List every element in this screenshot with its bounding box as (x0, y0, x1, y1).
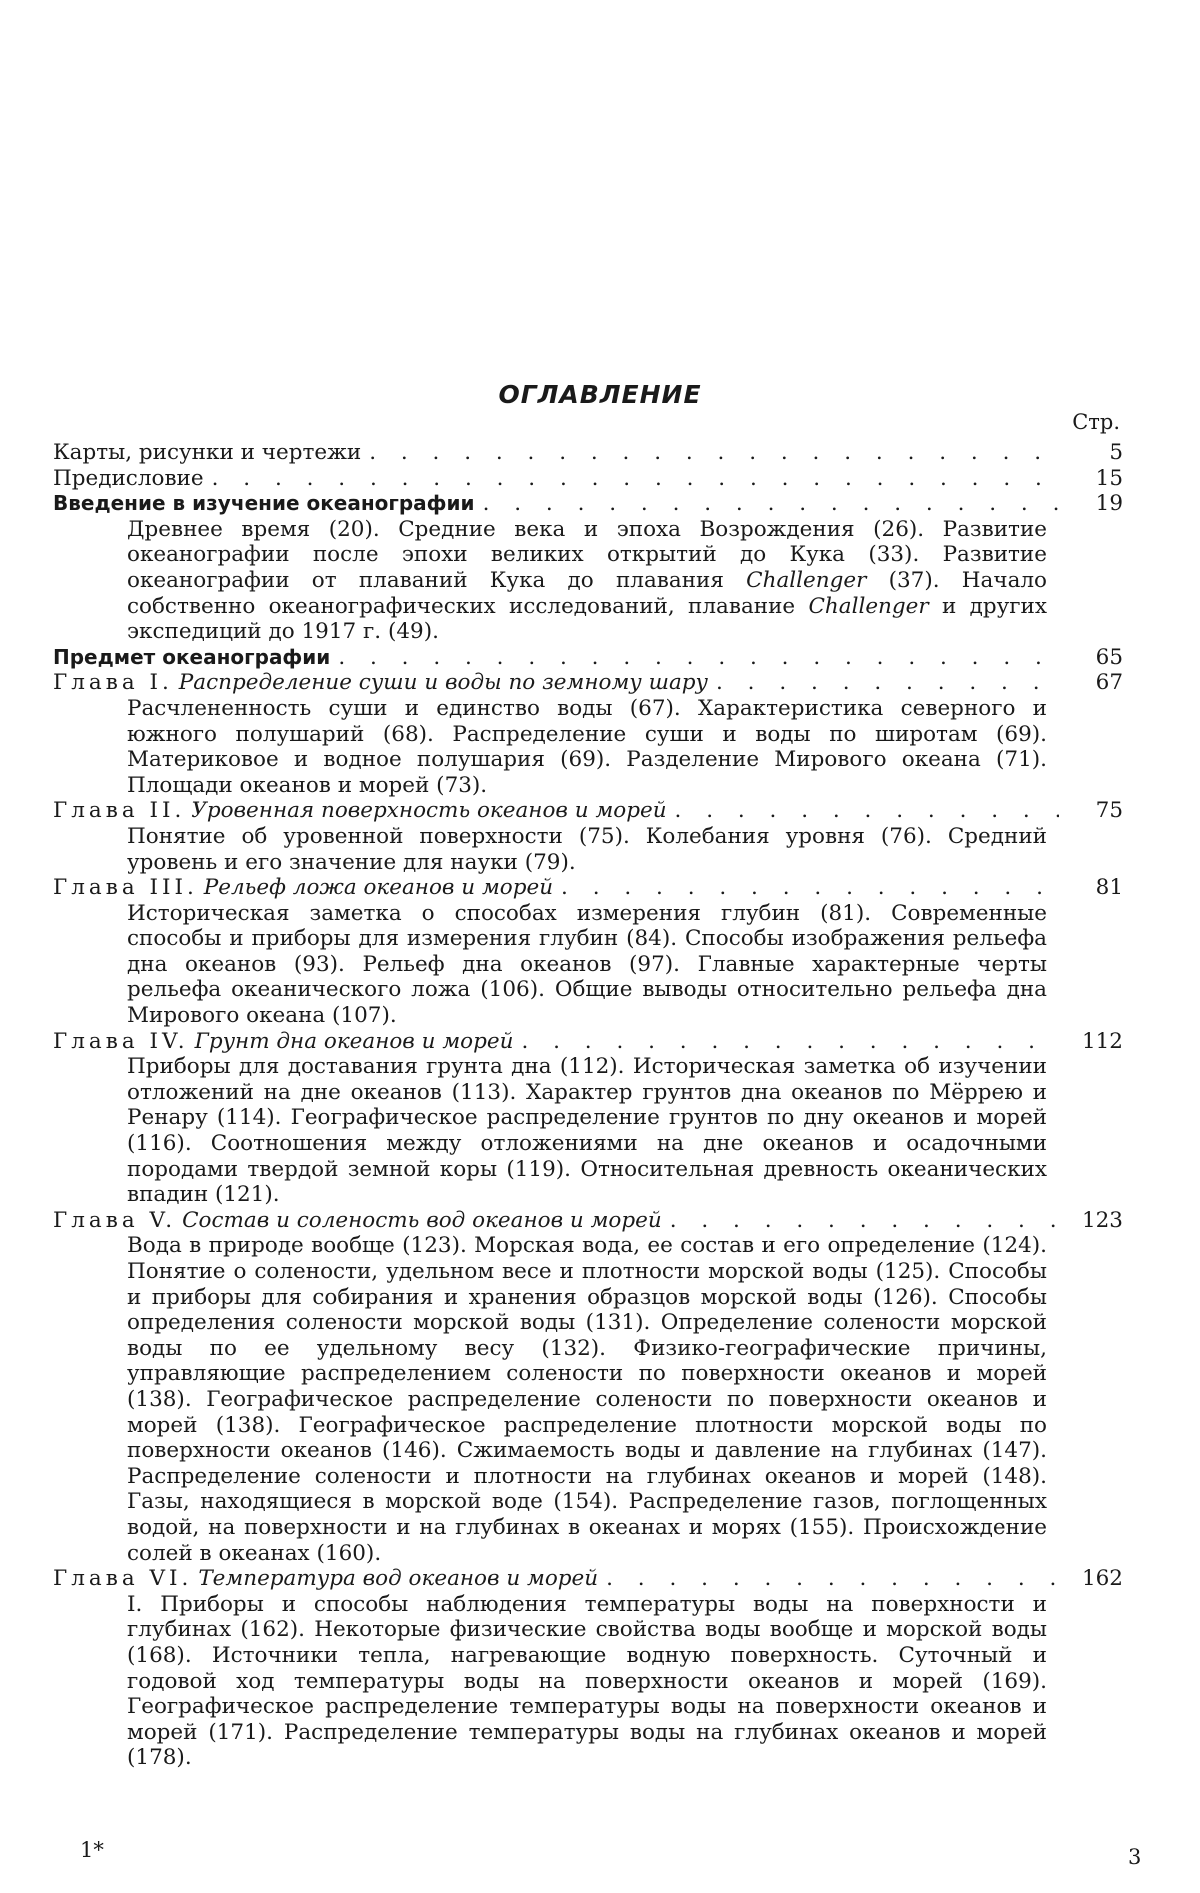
leader-dots (716, 670, 1059, 696)
leader-dots (212, 466, 1059, 492)
toc-entry-page: 5 (1109, 440, 1123, 465)
toc-line[interactable] (53, 798, 1123, 824)
toc-entry-description: Понятие об уровенной поверхности (75). Колебания уровня (76). Средний уровень и его значение для науки (79). (127, 823, 1047, 875)
leader-dots (561, 875, 1059, 901)
chapter-title: Грунт дна океанов и морей (194, 1028, 514, 1054)
toc-entry-subject (53, 645, 1123, 671)
leader-dots (369, 440, 1059, 466)
toc-entry-page: 65 (1095, 644, 1123, 670)
toc-chapter-6 (53, 1566, 1123, 1771)
toc-chapter-1 (53, 670, 1123, 798)
table-of-contents (53, 440, 1123, 1771)
chapter-title: Уровенная поверхность океанов и морей (191, 798, 667, 824)
chapter-title: Распределение суши и воды по земному шару (178, 670, 709, 696)
toc-entry-description: I. Приборы и способы наблюдения температуры воды на поверхности и глубинах (162). Некоторые физические свойства воды вообще и морской воды (168). Источники тепла, нагревающие водную поверхность. Суточный и годовой ход температуры воды на поверхности океанов и морей (169). Географическое распределение температуры воды на поверхности океанов и морей (171). Распределение температуры воды на глубинах океанов и морей (178). (127, 1591, 1047, 1771)
toc-entry-label: Предисловие (53, 465, 204, 491)
toc-chapter-4 (53, 1029, 1123, 1208)
toc-line[interactable] (53, 1029, 1123, 1055)
toc-entry-page: 81 (1095, 875, 1123, 901)
toc-entry-page: 15 (1095, 465, 1123, 491)
toc-line[interactable] (53, 875, 1123, 901)
leader-dots (338, 645, 1059, 671)
toc-chapter-3 (53, 875, 1123, 1029)
toc-entry-description (127, 517, 1047, 645)
toc-entry-page: 19 (1095, 491, 1123, 517)
desc-text: Древнее время (20). Средние века и эпоха Возрождения (26). Развитие океанографии после эпохи великих открытий до Кука (33). Развитие океанографии от плаваний Кука до плавания (127, 516, 1047, 593)
toc-line[interactable] (53, 440, 1123, 466)
toc-entry-description: Расчлененность суши и единство воды (67). Характеристика северного и южного полушарий (68). Распределение суши и воды по широтам (69). Материковое и водное полушария (69). Разделение Мирового океана (71). Площади океанов и морей (73). (127, 695, 1047, 798)
toc-entry-label: Карты, рисунки и чертежи (53, 440, 362, 465)
desc-text: (37). Начало собственно океанографических исследований, плавание (127, 567, 1047, 619)
ship-name: Challenger (746, 567, 867, 593)
toc-line[interactable] (53, 466, 1123, 492)
toc-entry-description: Приборы для доставания грунта дна (112). Историческая заметка об изучении отложений на дне океанов (113). Характер грунтов дна океанов по Мёррею и Ренару (114). Географическое распределение грунтов по дну океанов и морей (116). Соотношения между отложениями на дне океанов и осадочными породами твердой земной коры (119). Относительная древность океанических впадин (121). (127, 1054, 1047, 1208)
chapter-number: Глава III. (53, 875, 198, 901)
toc-line[interactable] (53, 491, 1123, 517)
toc-chapter-2 (53, 798, 1123, 875)
page-number: 3 (1128, 1845, 1142, 1869)
page-column-label: Стр. (1072, 410, 1120, 434)
chapter-title: Состав и соленость вод океанов и морей (182, 1207, 662, 1233)
toc-line[interactable] (53, 645, 1123, 671)
toc-chapter-5 (53, 1208, 1123, 1566)
ship-name: Challenger (808, 593, 929, 619)
leader-dots (670, 1208, 1059, 1234)
toc-entry-page: 67 (1095, 670, 1123, 696)
signature-mark: 1* (80, 1838, 104, 1862)
toc-entry-preface (53, 466, 1123, 492)
toc-entry-page: 123 (1081, 1207, 1123, 1233)
toc-line[interactable] (53, 670, 1123, 696)
chapter-number: Глава I. (53, 670, 173, 696)
toc-entry-page: 112 (1081, 1028, 1123, 1054)
toc-entry-page: 162 (1081, 1566, 1123, 1592)
page-title: ОГЛАВЛЕНИЕ (498, 380, 702, 409)
leader-dots (675, 798, 1059, 824)
chapter-number: Глава IV. (53, 1028, 189, 1054)
toc-entry-label: Предмет океанографии (53, 644, 331, 669)
desc-text: и других экспедиций до 1917 г. (49). (127, 593, 1047, 645)
leader-dots (606, 1566, 1059, 1592)
chapter-number: Глава V. (53, 1207, 177, 1233)
toc-entry-maps (53, 440, 1123, 466)
chapter-number: Глава II. (53, 798, 186, 824)
chapter-title: Температура вод океанов и морей (198, 1566, 599, 1592)
toc-entry-page: 75 (1095, 798, 1123, 824)
toc-entry-label: Введение в изучение океанографии (53, 491, 475, 516)
leader-dots (521, 1029, 1059, 1055)
chapter-number: Глава VI. (53, 1566, 193, 1592)
leader-dots (483, 491, 1059, 517)
toc-entry-introduction (53, 491, 1123, 645)
toc-line[interactable] (53, 1566, 1123, 1592)
toc-entry-description: Вода в природе вообще (123). Морская вода, ее состав и его определение (124). Понятие о солености, удельном весе и плотности морской воды (125). Способы и приборы для собирания и хранения образцов морской воды (126). Способы определения солености морской воды (131). Определение солености морской воды по ее удельному весу (132). Физико-географические причины, управляющие распределением солености по поверхности океанов и морей (138). Географическое распределение солености по поверхности океанов и морей (138). Географическое распределение плотности морской воды по поверхности океанов (146). Сжимаемость воды и давление на глубинах (147). Распределение солености и плотности на глубинах океанов и морей (148). Газы, находящиеся в морской воде (154). Распределение газов, поглощенных водой, на поверхности и на глубинах в океанах и морях (155). Происхождение солей в океанах (160). (127, 1233, 1047, 1566)
chapter-title: Рельеф ложа океанов и морей (203, 875, 554, 901)
toc-line[interactable] (53, 1208, 1123, 1234)
toc-entry-description: Историческая заметка о способах измерения глубин (81). Современные способы и приборы для измерения глубин (84). Способы изображения рельефа дна океанов (93). Рельеф дна океанов (97). Главные характерные черты рельефа океанического ложа (106). Общие выводы относительно рельефа дна Мирового океана (107). (127, 900, 1047, 1029)
